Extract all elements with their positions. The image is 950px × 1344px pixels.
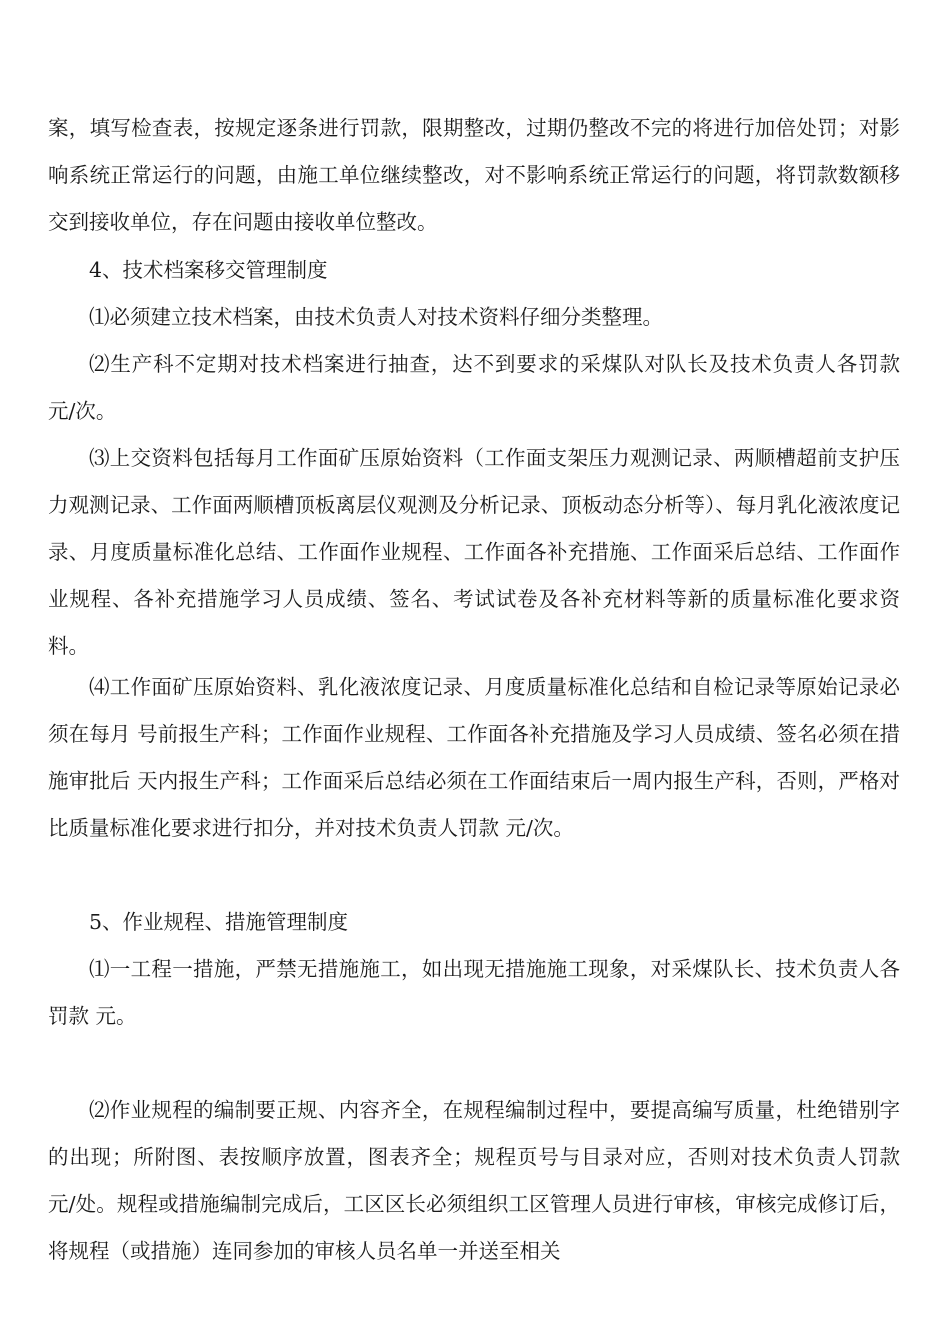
paragraph-4-2: ⑵生产科不定期对技术档案进行抽查，达不到要求的采煤队对队长及技术负责人各罚款 元/次。 xyxy=(48,352,900,423)
paragraph-4-4: ⑷工作面矿压原始资料、乳化液浓度记录、月度质量标准化总结和自检记录等原始记录必须在每月 号前报生产科；工作面作业规程、工作面各补充措施及学习人员成绩、签名必须在措施审批后 天内报生产科；工作面采后总结必须在工作面结束后一周内报生产科，否则，严格对比质量标准化要求进行扣分，并对技术负责人罚款 元/次。 xyxy=(48,675,900,840)
paragraph-penalty-continuation: 案，填写检查表，按规定逐条进行罚款，限期整改，过期仍整改不完的将进行加倍处罚；对影响系统正常运行的问题，由施工单位继续整改，对不影响系统正常运行的问题，将罚款数额移交到接收单位，存在问题由接收单位整改。 xyxy=(48,116,900,234)
paragraph-4-3: ⑶上交资料包括每月工作面矿压原始资料（工作面支架压力观测记录、两顺槽超前支护压力观测记录、工作面两顺槽顶板离层仪观测及分析记录、顶板动态分析等）、每月乳化液浓度记录、月度质量标准化总结、工作面作业规程、工作面各补充措施、工作面采后总结、工作面作业规程、各补充措施学习人员成绩、签名、考试试卷及各补充材料等新的质量标准化要求资料。 xyxy=(48,446,900,658)
paragraph-5-2: ⑵作业规程的编制要正规、内容齐全，在规程编制过程中，要提高编写质量，杜绝错别字的出现；所附图、表按顺序放置，图表齐全；规程页号与目录对应，否则对技术负责人罚款 元/处。规程或措施编制完成后，工区区长必须组织工区管理人员进行审核，审核完成修订后，将规程（或措施）连同参加的审核人员名单一并送至相关 xyxy=(48,1098,900,1263)
paragraph-5-1: ⑴一工程一措施，严禁无措施施工，如出现无措施施工现象，对采煤队长、技术负责人各罚款 元。 xyxy=(48,957,900,1028)
paragraph-4-1: ⑴必须建立技术档案，由技术负责人对技术资料仔细分类整理。 xyxy=(89,305,663,329)
section-heading-5: 5、作业规程、措施管理制度 xyxy=(89,910,349,934)
section-heading-4: 4、技术档案移交管理制度 xyxy=(89,258,328,282)
